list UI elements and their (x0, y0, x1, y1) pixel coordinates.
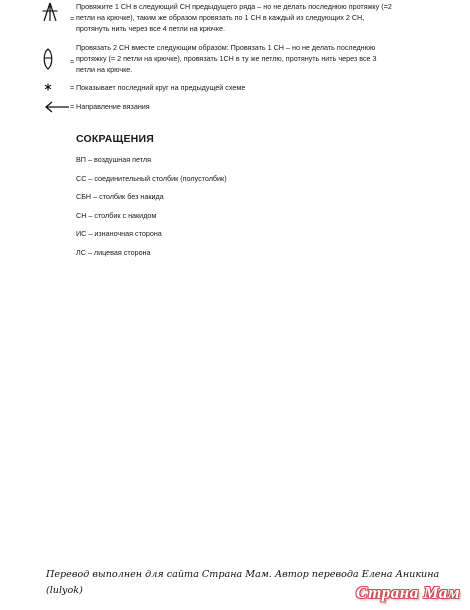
legend-line: петли на крючке), таким же образом провязать по 1 СН в каждый из следующих 2 СН, (76, 13, 365, 22)
abbreviations-heading: СОКРАЩЕНИЯ (76, 133, 154, 145)
translation-credit-author: (lulyok) (46, 585, 83, 596)
site-watermark: Страна Мам (355, 583, 460, 602)
legend-equals: = (70, 57, 75, 66)
legend-equals: = (70, 83, 75, 92)
list-item: СС – соединительный столбик (полустолбик) (76, 173, 227, 183)
arrow-left-icon (44, 101, 70, 113)
three-stitch-cluster-icon (42, 2, 58, 22)
list-item: ЛС – лицевая сторона (76, 247, 151, 257)
two-stitch-cluster-icon (41, 48, 55, 70)
list-item: СБН – столбик без накида (76, 192, 164, 202)
list-item: ИС – изнаночная сторона (76, 229, 162, 239)
legend-asterisk-text: Показывает последний круг на предыдущей схеме (76, 83, 246, 92)
legend-line: Провяжите 1 СН в следующий СН предыдущего ряда – но не делать последнюю протяжку (=2 (76, 2, 392, 11)
translation-credit-line: Перевод выполнен для сайта Страна Мам. Автор перевода Елена Аникина (46, 569, 440, 580)
legend-line: протяжку (= 2 петли на крючке), провязать 1СН в ту же петлю, протянуть нить через все 3 (76, 54, 377, 63)
legend-line: Провязать 2 СН вместе следующим образом: Провязать 1 СН – но не делать последнюю (76, 43, 376, 52)
legend-direction-text: Направление вязания (76, 102, 150, 111)
list-item: ВП – воздушная петля (76, 155, 152, 164)
legend-line: протянуть нить через все 4 петли на крючке. (76, 24, 226, 33)
legend-line: петли на крючке. (76, 65, 133, 74)
abbreviations-list (76, 155, 227, 267)
legend-equals: = (70, 102, 75, 111)
legend-equals: = (70, 14, 75, 23)
asterisk-icon (44, 83, 52, 91)
list-item: СН – столбик с накидом (76, 210, 157, 220)
